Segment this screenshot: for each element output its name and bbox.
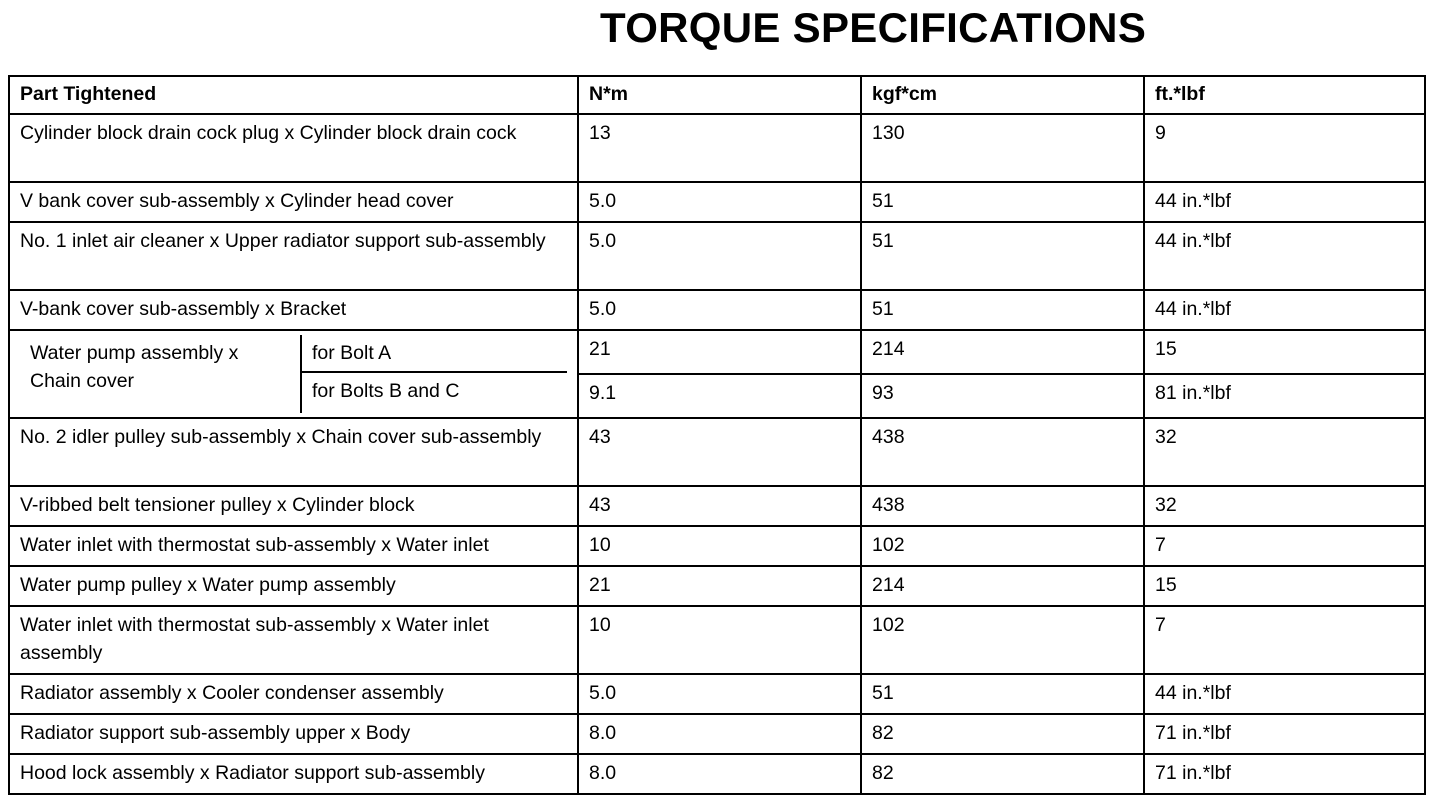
ftlbf-cell: 44 in.*lbf xyxy=(1144,290,1425,330)
kgfcm-cell: 438 xyxy=(861,418,1144,486)
part-cell: No. 2 idler pulley sub-assembly x Chain cover sub-assembly xyxy=(9,418,578,486)
part-cell: Hood lock assembly x Radiator support sub-assembly xyxy=(9,754,578,794)
ftlbf-cell: 7 xyxy=(1144,526,1425,566)
kgfcm-cell: 51 xyxy=(861,290,1144,330)
ftlbf-cell: 71 in.*lbf xyxy=(1144,714,1425,754)
header-part-tightened: Part Tightened xyxy=(9,76,578,114)
ftlbf-cell: 71 in.*lbf xyxy=(1144,754,1425,794)
kgfcm-cell: 214 xyxy=(861,330,1144,374)
part-cell: Water inlet with thermostat sub-assembly x Water inlet xyxy=(9,526,578,566)
nm-cell: 5.0 xyxy=(578,290,861,330)
nm-cell: 21 xyxy=(578,566,861,606)
header-ftlbf: ft.*lbf xyxy=(1144,76,1425,114)
kgfcm-cell: 82 xyxy=(861,714,1144,754)
table-row xyxy=(9,486,1425,526)
page-title: TORQUE SPECIFICATIONS xyxy=(600,4,1147,51)
nm-cell: 9.1 xyxy=(578,374,861,418)
table-row xyxy=(9,330,1425,374)
nm-cell: 5.0 xyxy=(578,674,861,714)
header-nm: N*m xyxy=(578,76,861,114)
table-row xyxy=(9,222,1425,290)
part-cell: Water pump pulley x Water pump assembly xyxy=(9,566,578,606)
ftlbf-cell: 32 xyxy=(1144,486,1425,526)
table-row xyxy=(9,674,1425,714)
ftlbf-cell: 44 in.*lbf xyxy=(1144,222,1425,290)
table-row xyxy=(9,182,1425,222)
kgfcm-cell: 51 xyxy=(861,182,1144,222)
table-header-row xyxy=(9,76,1425,114)
ftlbf-cell: 81 in.*lbf xyxy=(1144,374,1425,418)
part-cell: V-ribbed belt tensioner pulley x Cylinder block xyxy=(9,486,578,526)
nm-cell: 8.0 xyxy=(578,754,861,794)
nm-cell: 13 xyxy=(578,114,861,182)
nm-cell: 10 xyxy=(578,526,861,566)
nm-cell: 43 xyxy=(578,418,861,486)
ftlbf-cell: 15 xyxy=(1144,330,1425,374)
sub-part-cell: for Bolt A xyxy=(302,335,567,373)
header-kgfcm: kgf*cm xyxy=(861,76,1144,114)
ftlbf-cell: 7 xyxy=(1144,606,1425,674)
kgfcm-cell: 130 xyxy=(861,114,1144,182)
table-row xyxy=(9,606,1425,674)
part-cell: No. 1 inlet air cleaner x Upper radiator support sub-assembly xyxy=(9,222,578,290)
nm-cell: 8.0 xyxy=(578,714,861,754)
part-cell: V-bank cover sub-assembly x Bracket xyxy=(9,290,578,330)
kgfcm-cell: 51 xyxy=(861,222,1144,290)
table-row xyxy=(9,714,1425,754)
table-row xyxy=(9,754,1425,794)
kgfcm-cell: 102 xyxy=(861,606,1144,674)
ftlbf-cell: 44 in.*lbf xyxy=(1144,674,1425,714)
kgfcm-cell: 82 xyxy=(861,754,1144,794)
torque-specifications-table xyxy=(8,75,1426,795)
kgfcm-cell: 214 xyxy=(861,566,1144,606)
nm-cell: 43 xyxy=(578,486,861,526)
table-row xyxy=(9,566,1425,606)
ftlbf-cell: 32 xyxy=(1144,418,1425,486)
ftlbf-cell: 15 xyxy=(1144,566,1425,606)
table-row xyxy=(9,114,1425,182)
kgfcm-cell: 438 xyxy=(861,486,1144,526)
part-cell: Water pump assembly x Chain cover xyxy=(20,335,302,413)
sub-part-cell: for Bolts B and C xyxy=(312,380,460,402)
part-cell: V bank cover sub-assembly x Cylinder head cover xyxy=(9,182,578,222)
table-row xyxy=(9,526,1425,566)
table-row xyxy=(9,418,1425,486)
kgfcm-cell: 51 xyxy=(861,674,1144,714)
ftlbf-cell: 9 xyxy=(1144,114,1425,182)
kgfcm-cell: 102 xyxy=(861,526,1144,566)
nm-cell: 21 xyxy=(578,330,861,374)
table-row xyxy=(9,290,1425,330)
split-part-cell xyxy=(9,330,578,418)
kgfcm-cell: 93 xyxy=(861,374,1144,418)
nm-cell: 5.0 xyxy=(578,182,861,222)
part-cell: Water inlet with thermostat sub-assembly x Water inlet assembly xyxy=(9,606,578,674)
ftlbf-cell: 44 in.*lbf xyxy=(1144,182,1425,222)
part-cell: Radiator assembly x Cooler condenser assembly xyxy=(9,674,578,714)
part-cell: Cylinder block drain cock plug x Cylinder block drain cock xyxy=(9,114,578,182)
nm-cell: 10 xyxy=(578,606,861,674)
part-cell: Radiator support sub-assembly upper x Body xyxy=(9,714,578,754)
nm-cell: 5.0 xyxy=(578,222,861,290)
